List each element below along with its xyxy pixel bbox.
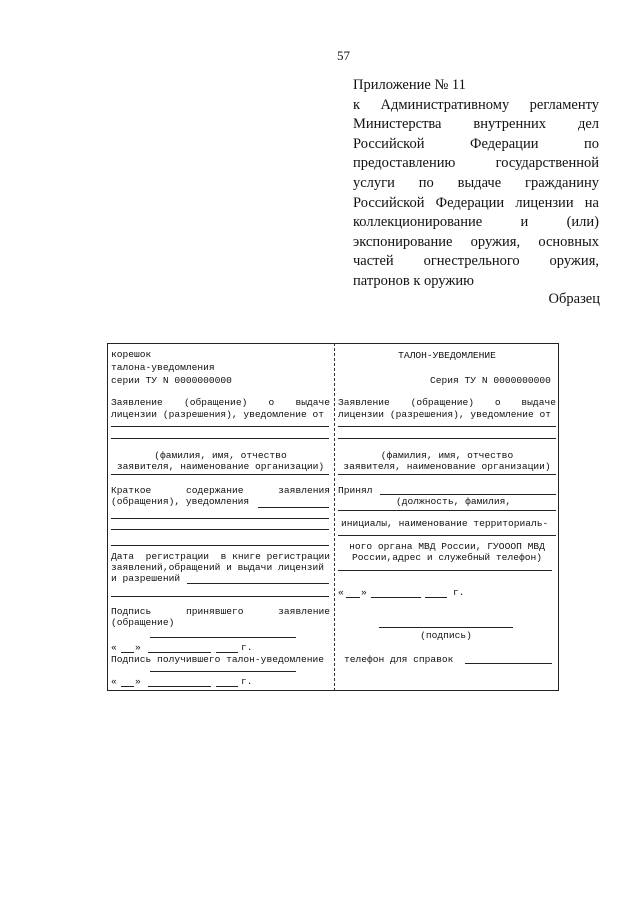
appendix-header	[353, 76, 599, 292]
coupon-blank-line	[338, 570, 552, 571]
word: регистрации	[145, 551, 209, 562]
page-number: 57	[337, 48, 350, 63]
word: о	[268, 397, 275, 408]
stub-blank-line	[187, 583, 329, 584]
coupon-blank-line	[380, 494, 556, 495]
coupon-date-quote-open: «	[338, 587, 344, 598]
coupon-phone-blank	[465, 663, 552, 664]
stub-month-blank	[148, 686, 211, 687]
word: выдаче	[521, 397, 556, 408]
stub-application-line-1	[111, 397, 330, 408]
stub-date-year: г.	[241, 642, 253, 653]
stub-header-2: талона-уведомления	[111, 362, 215, 373]
coupon-date-year: г.	[453, 587, 465, 598]
coupon-month-blank	[371, 597, 421, 598]
word: Краткое	[111, 485, 152, 496]
stub-date2-quote-close: »	[135, 676, 141, 687]
word: о	[494, 397, 501, 408]
stub-signature-line	[150, 671, 296, 672]
appendix-text: к Административному регламенту Министерства внутренних дел Российской Федерации по предоставлению государственной услуги по выдаче гражданину Российской Федерации лицензии на коллекционирование и (или) экспонирование оружия, основных частей огнестрельного оружия, патронов к оружию	[353, 96, 599, 289]
stub-header-1: корешок	[111, 349, 152, 360]
stub-summary-line-2: (обращения), уведомления	[111, 496, 250, 507]
coupon-application-line-2: лицензии (разрешения), уведомление от	[338, 409, 552, 420]
coupon-title: ТАЛОН-УВЕДОМЛЕНИЕ	[398, 350, 496, 361]
stub-blank-line	[111, 438, 329, 439]
sample-label: Образец	[548, 291, 600, 307]
word: Подпись	[111, 606, 152, 617]
coupon-signature-line	[379, 627, 513, 628]
stub-date2-year: г.	[241, 676, 253, 687]
coupon-application-line-1	[338, 397, 556, 408]
coupon-day-blank	[346, 597, 360, 598]
coupon-blank-line	[338, 438, 556, 439]
coupon-blank-line	[338, 474, 556, 475]
coupon-accepted-label: Принял	[338, 485, 373, 496]
stub-date2-quote-open: «	[111, 676, 117, 687]
stub-day-blank	[121, 652, 134, 653]
word: выдаче	[295, 397, 330, 408]
stub-date-quote-open: «	[111, 642, 117, 653]
coupon-blank-line	[338, 535, 556, 536]
stub-blank-line	[111, 529, 329, 530]
stub-signature-line-2: (обращение)	[111, 617, 175, 628]
stub-year-blank	[216, 686, 238, 687]
stub-series: серии ТУ N 0000000000	[111, 375, 232, 386]
coupon-date-quote-close: »	[361, 587, 367, 598]
stub-applicant-hint-1: (фамилия, имя, отчество	[154, 450, 287, 461]
stub-regdate-line-3: и разрешений	[111, 573, 181, 584]
stub-blank-line	[258, 507, 329, 508]
coupon-phone-label: телефон для справок	[344, 654, 454, 665]
stub-month-blank	[148, 652, 211, 653]
coupon-applicant-hint-1: (фамилия, имя, отчество	[380, 450, 514, 461]
coupon-organ-hint-1: ного органа МВД России, ГУОООП МВД	[349, 541, 545, 552]
word: (обращение)	[184, 397, 248, 408]
word: Дата	[111, 551, 135, 562]
coupon-series: Серия ТУ N 0000000000	[430, 375, 551, 386]
stub-application-line-2: лицензии (разрешения), уведомление от	[111, 409, 325, 420]
word: заявление	[278, 606, 330, 617]
stub-year-blank	[216, 652, 238, 653]
stub-blank-line	[111, 545, 329, 546]
stub-blank-line	[111, 474, 329, 475]
word: в книге регистрации	[220, 551, 330, 562]
stub-summary-line-1	[111, 485, 330, 496]
stub-blank-line	[111, 596, 329, 597]
coupon-initials-hint: инициалы, наименование территориаль-	[341, 518, 549, 529]
stub-signature-2: Подпись получившего талон-уведомление	[111, 654, 325, 665]
stub-regdate-line-1	[111, 551, 330, 562]
appendix-title: Приложение № 11	[353, 77, 466, 93]
stub-regdate-line-2: заявлений,обращений и выдачи лицензий	[111, 562, 325, 573]
tear-line	[334, 343, 335, 691]
word: содержание	[185, 485, 244, 496]
word: (обращение)	[410, 397, 474, 408]
coupon-position-hint: (должность, фамилия,	[396, 496, 512, 507]
coupon-signature-hint: (подпись)	[420, 630, 472, 641]
word: заявления	[278, 485, 330, 496]
coupon-organ-hint-2: России,адрес и служебный телефон)	[352, 552, 542, 563]
coupon-blank-line	[338, 510, 556, 511]
stub-day-blank	[121, 686, 134, 687]
word: Заявление	[111, 397, 163, 408]
coupon-year-blank	[425, 597, 447, 598]
stub-blank-line	[111, 518, 329, 519]
coupon-applicant-hint-2: заявителя, наименование организации)	[343, 461, 551, 472]
stub-signature-line-1	[111, 606, 330, 617]
word: принявшего	[185, 606, 244, 617]
word: Заявление	[338, 397, 390, 408]
stub-signature-line	[150, 637, 296, 638]
stub-date-quote-close: »	[135, 642, 141, 653]
stub-applicant-hint-2: заявителя, наименование организации)	[116, 461, 325, 472]
coupon-blank-line	[338, 426, 556, 427]
stub-blank-line	[111, 426, 329, 427]
